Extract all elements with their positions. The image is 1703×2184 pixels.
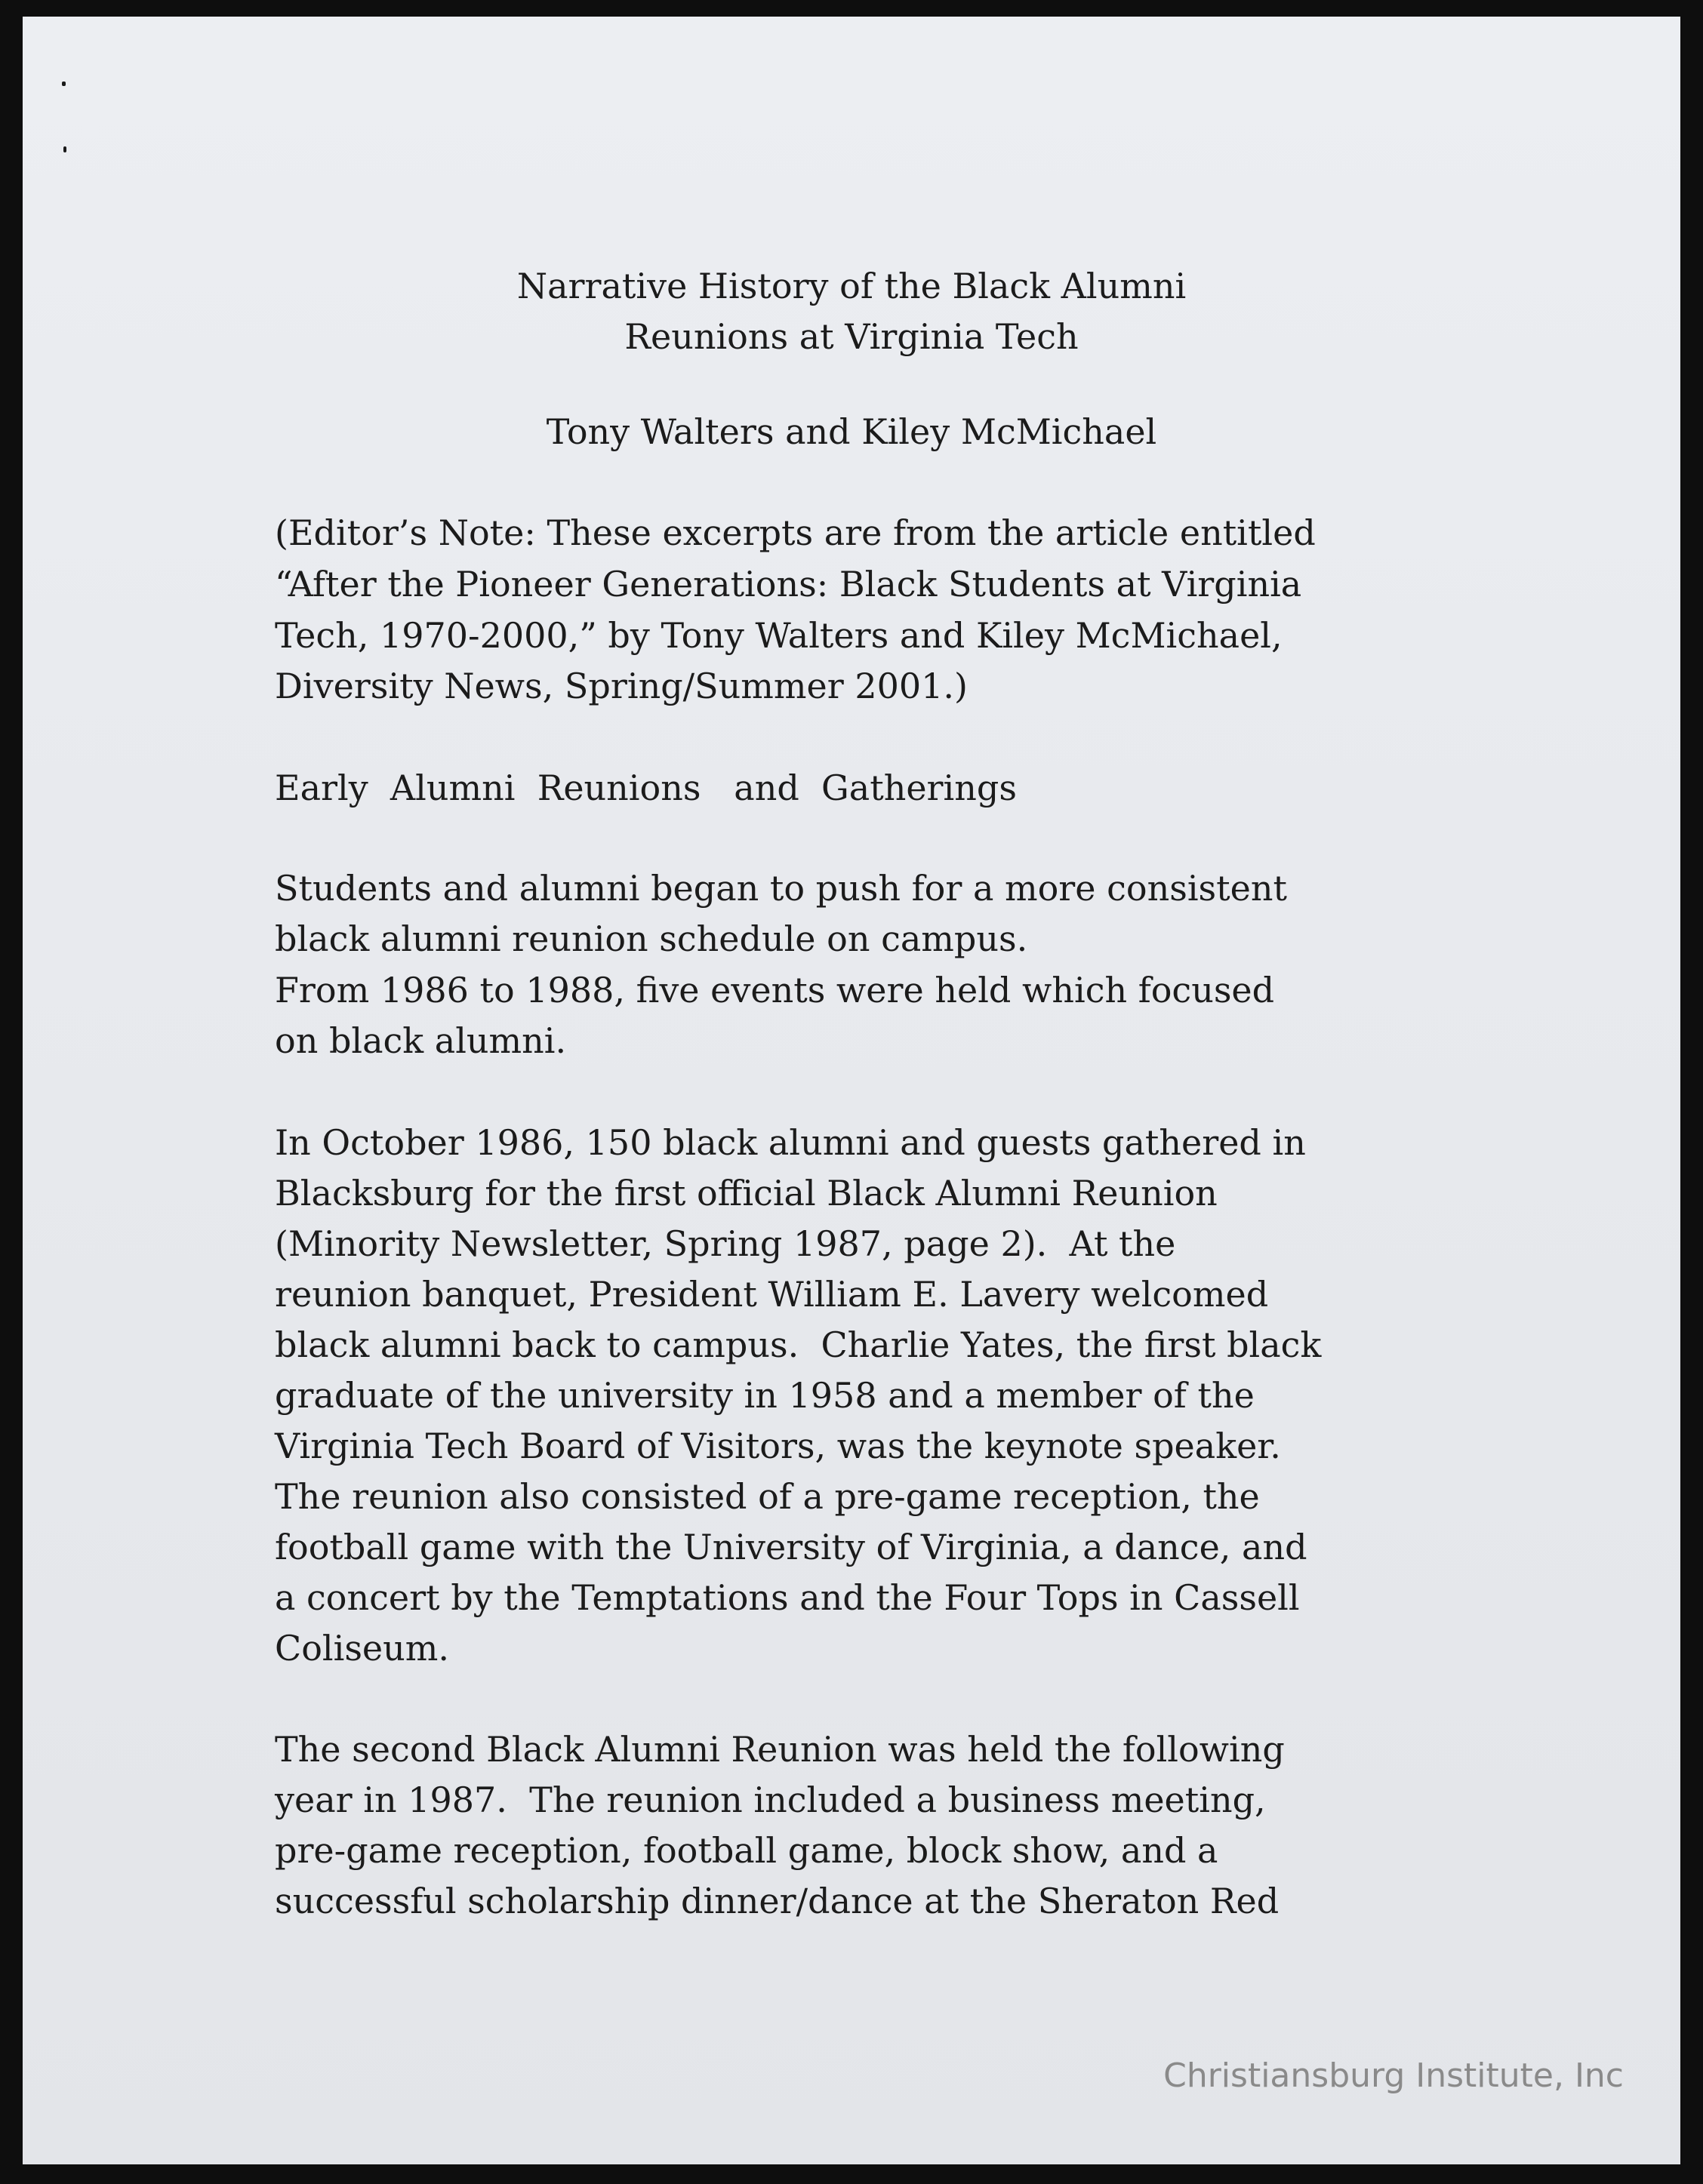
paragraph-2-line: (Minority Newsletter, Spring 1987, page 2). At the (275, 1223, 1176, 1264)
paragraph-2-line: graduate of the university in 1958 and a member of the (275, 1375, 1255, 1416)
editors-note-line: Tech, 1970-2000,” by Tony Walters and Kiley McMichael, (275, 615, 1283, 656)
paragraph-2-line: black alumni back to campus. Charlie Yates, the first black (275, 1324, 1322, 1365)
editors-note-line: “After the Pioneer Generations: Black Students at Virginia (275, 564, 1302, 604)
section-heading: Early Alumni Reunions and Gatherings (275, 767, 1017, 808)
title-line-2: Reunions at Virginia Tech (624, 316, 1079, 357)
paragraph-1-line: black alumni reunion schedule on campus. (275, 918, 1028, 959)
paragraph-2-line: The reunion also consisted of a pre-game reception, the (275, 1476, 1260, 1517)
paragraph-2-line: In October 1986, 150 black alumni and guests gathered in (275, 1122, 1306, 1163)
paragraph-2-line: football game with the University of Virginia, a dance, and (275, 1527, 1307, 1567)
paragraph-3-line: The second Black Alumni Reunion was held the following (275, 1729, 1285, 1770)
paragraph-2-line: Virginia Tech Board of Visitors, was the keynote speaker. (275, 1426, 1281, 1466)
paragraph-3-line: pre-game reception, football game, block show, and a (275, 1830, 1218, 1871)
paragraph-1-line: Students and alumni began to push for a more consistent (275, 868, 1287, 909)
paragraph-2-line: a concert by the Temptations and the Four Tops in Cassell (275, 1577, 1300, 1618)
editors-note-line: (Editor’s Note: These excerpts are from the article entitled (275, 512, 1316, 553)
title-line-1: Narrative History of the Black Alumni (516, 266, 1187, 306)
paragraph-2-line: Coliseum. (275, 1628, 450, 1669)
paragraph-1-line: From 1986 to 1988, five events were held which focused (275, 970, 1275, 1010)
authors-line: Tony Walters and Kiley McMichael (546, 411, 1157, 452)
editors-note-line: Diversity News, Spring/Summer 2001.) (275, 666, 968, 706)
paragraph-2-line: reunion banquet, President William E. Lavery welcomed (275, 1274, 1269, 1315)
paragraph-2-line: Blacksburg for the first official Black Alumni Reunion (275, 1173, 1218, 1214)
paragraph-1-line: on black alumni. (275, 1020, 567, 1061)
watermark: Christiansburg Institute, Inc (1163, 2056, 1624, 2095)
paragraph-3-line: successful scholarship dinner/dance at the Sheraton Red (275, 1881, 1280, 1921)
paragraph-3-line: year in 1987. The reunion included a business meeting, (275, 1779, 1266, 1820)
